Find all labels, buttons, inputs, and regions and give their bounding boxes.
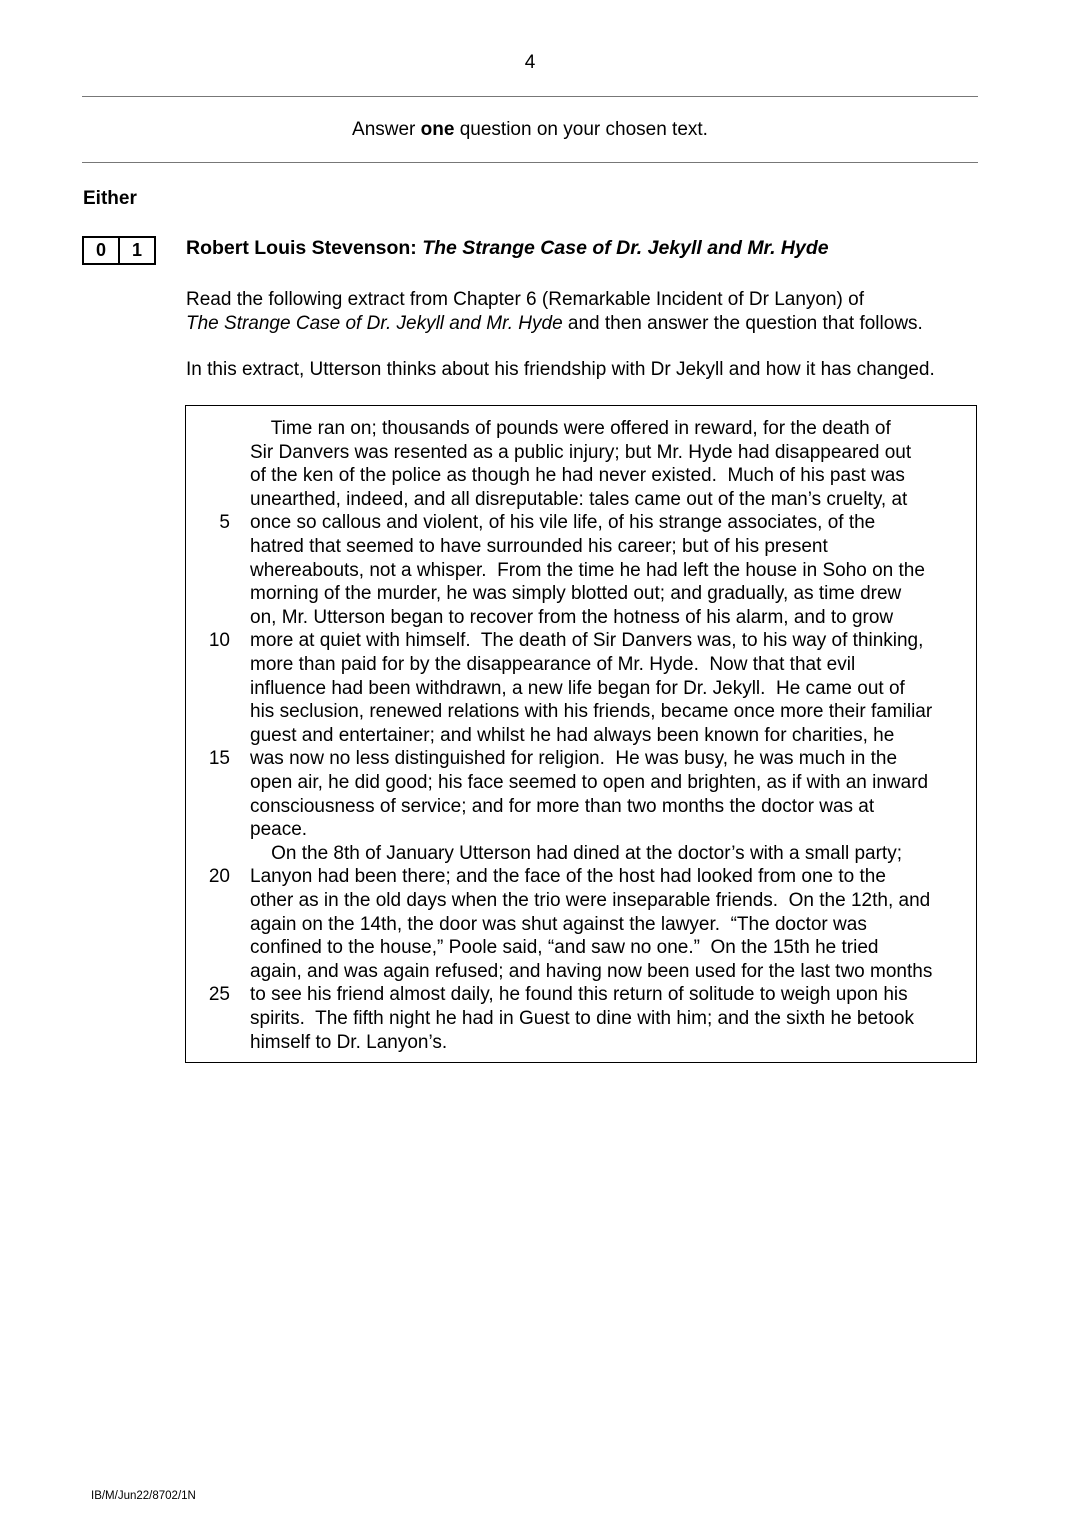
line-number: 15 xyxy=(208,748,230,770)
line-number: 20 xyxy=(208,866,230,888)
extract-line: was now no less distinguished for religion. He was busy, he was much in the xyxy=(250,748,898,770)
either-label: Either xyxy=(83,188,137,209)
extract-line: on, Mr. Utterson began to recover from the hotness of his alarm, and to grow xyxy=(250,606,894,628)
extract-line: more at quiet with himself. The death of Sir Danvers was, to his way of thinking, xyxy=(250,630,924,652)
extract-line: his seclusion, renewed relations with his friends, became once more their familiar xyxy=(250,701,933,723)
extract-line: Time ran on; thousands of pounds were offered in reward, for the death of xyxy=(250,418,891,439)
extract-line: open air, he did good; his face seemed to open and brighten, as if with an inward xyxy=(250,772,929,793)
line-number: 10 xyxy=(208,630,230,652)
extract-line: confined to the house,” Poole said, “and saw no one.” On the 15th he tried xyxy=(250,937,879,959)
page-number: 4 xyxy=(524,52,536,73)
question-title: Robert Louis Stevenson: The Strange Case of Dr. Jekyll and Mr. Hyde xyxy=(186,237,829,259)
extract-line: On the 8th of January Utterson had dined at the doctor’s with a small party; xyxy=(250,842,902,864)
extract-line: more than paid for by the disappearance of Mr. Hyde. Now that that evil xyxy=(250,654,856,675)
extract-line: whereabouts, not a whisper. From the time he had left the house in Soho on the xyxy=(250,559,925,581)
extract-line: again on the 14th, the door was shut against the lawyer. “The doctor was xyxy=(250,913,867,935)
extract-line: consciousness of service; and for more than two months the doctor was at xyxy=(250,795,875,817)
extract-line: Lanyon had been there; and the face of the host had looked from one to the xyxy=(250,866,886,888)
extract-line: again, and was again refused; and having now been used for the last two months xyxy=(250,960,933,982)
extract-line: once so callous and violent, of his vile life, of his strange associates, of the xyxy=(250,512,876,534)
extract-line: unearthed, indeed, and all disreputable: tales came out of the man’s cruelty, at xyxy=(250,488,908,510)
extract-line: to see his friend almost daily, he found this return of solitude to weigh upon his xyxy=(250,984,908,1006)
question-context: In this extract, Utterson thinks about his friendship with Dr Jekyll and how it has changed. xyxy=(186,359,935,380)
line-number: 5 xyxy=(219,512,230,534)
extract-line: morning of the murder, he was simply blotted out; and gradually, as time drew xyxy=(250,583,902,605)
top-divider xyxy=(82,96,978,97)
question-intro: Read the following extract from Chapter 6 (Remarkable Incident of Dr Lanyon) of The Strange Case of Dr. Jekyll and Mr. Hyde and then answer the question that follows. xyxy=(186,289,923,334)
question-number-digit: 1 xyxy=(120,236,156,265)
instruction: Answer one question on your chosen text. xyxy=(352,119,708,140)
extract-line: of the ken of the police as though he had never existed. Much of his past was xyxy=(250,465,905,487)
extract-line: spirits. The fifth night he had in Guest to dine with him; and the sixth he betook xyxy=(250,1008,914,1029)
extract-line: hatred that seemed to have surrounded his career; but of his present xyxy=(250,536,828,557)
question-number-boxes xyxy=(82,236,156,265)
question-number-digit: 0 xyxy=(82,236,120,265)
footer-code: IB/M/Jun22/8702/1N xyxy=(91,1490,196,1502)
extract-line: peace. xyxy=(250,819,308,841)
extract-box xyxy=(185,405,977,1063)
extract-line: influence had been withdrawn, a new life began for Dr. Jekyll. He came out of xyxy=(250,677,905,699)
instruction-divider xyxy=(82,162,978,163)
line-number: 25 xyxy=(208,984,230,1006)
extract-line: Sir Danvers was resented as a public injury; but Mr. Hyde had disappeared out xyxy=(250,441,912,463)
extract-line: guest and entertainer; and whilst he had always been known for charities, he xyxy=(250,724,895,746)
extract-line: other as in the old days when the trio were inseparable friends. On the 12th, and xyxy=(250,890,931,911)
extract-line: himself to Dr. Lanyon’s. xyxy=(250,1031,448,1053)
